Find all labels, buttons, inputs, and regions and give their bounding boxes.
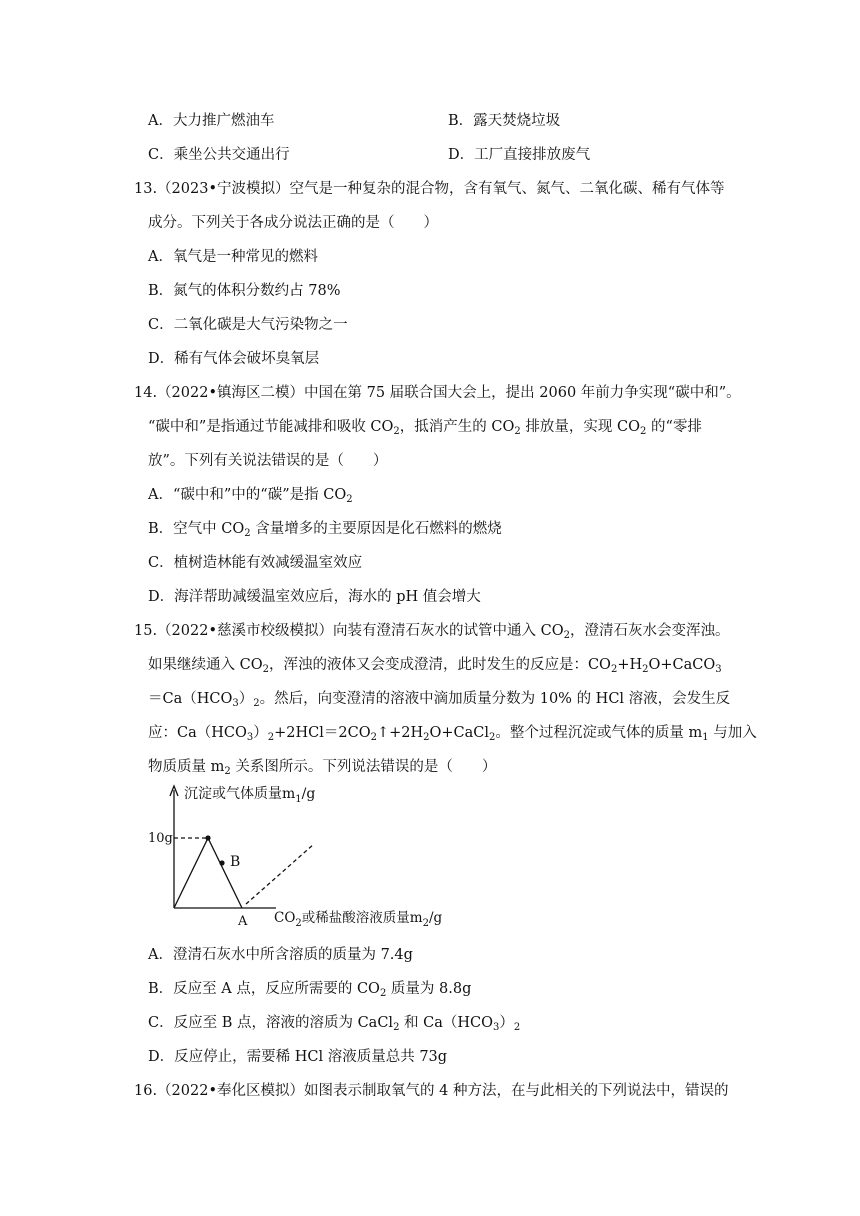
- q14-stem-line2: “碳中和”是指通过节能减排和吸收 $CO_2$，抵消产生的 $CO_2$ 排放量，实现 $CO_2$ 的“零排: [148, 419, 702, 437]
- q12-option-c: C．乘坐公共交通出行: [148, 147, 290, 163]
- q15-option-c: C．反应至 B 点，溶液的溶质为 CaCl$_2$ 和 $Ca(HCO_3)_2$: [148, 1015, 521, 1033]
- point-a-label: A: [238, 914, 248, 929]
- q14-option-a: A．“碳中和”中的“碳”是指 $CO_2$: [148, 487, 353, 505]
- q14-stem-line1: 14.（2022•镇海区二模）中国在第 75 届联合国大会上，提出 2060 年前力争实现“碳中和”。: [134, 385, 741, 401]
- q15-option-b: B．反应至 A 点，反应所需要的 $CO_2$ 质量为 8.8g: [148, 981, 472, 999]
- point-b-marker: [219, 860, 224, 865]
- q16-stem-line1: 16.（2022•奉化区模拟）如图表示制取氧气的 4 种方法，在与此相关的下列说法中，错误的: [134, 1083, 729, 1099]
- gas-dashed-line: [246, 844, 314, 904]
- q13-stem-line2: 成分。下列关于各成分说法正确的是（ ）: [148, 215, 438, 231]
- q15-stem-line5: 物质质量 $m_2$ 关系图所示。下列说法错误的是（ ）: [148, 759, 497, 777]
- q13-option-c: C．二氧化碳是大气污染物之一: [148, 317, 348, 333]
- q14-option-c: C．植树造林能有效减缓温室效应: [148, 555, 363, 571]
- y-axis-label: 沉淀或气体质量$m_1/g$: [184, 786, 316, 805]
- peak-point: [205, 835, 210, 840]
- point-b-label: B: [230, 854, 241, 870]
- q12-option-a: A．大力推广燃油车: [148, 113, 275, 129]
- q12-option-b: B．露天焚烧垃圾: [448, 113, 561, 129]
- q15-stem-line3: $=Ca(HCO_3)_2$。然后，向变澄清的溶液中滴加质量分数为 10% 的 HCl 溶液，会发生反: [148, 691, 731, 709]
- q14-option-d: D．海洋帮助减缓温室效应后，海水的 pH 值会增大: [148, 589, 481, 605]
- q15-option-a: A．澄清石灰水中所含溶质的质量为 7.4g: [148, 947, 413, 963]
- q13-option-a: A．氧气是一种常见的燃料: [148, 249, 318, 265]
- q15-option-d: D．反应停止，需要稀 HCl 溶液质量总共 73g: [148, 1049, 448, 1065]
- curve-line: [174, 838, 242, 908]
- q15-stem-line4: 应：$Ca(HCO_3)_2+2HCl=2CO_2↑+2H_2O+CaCl_2$。整个过程沉淀或气体的质量 $m_1$ 与加入: [148, 725, 757, 743]
- q12-option-d: D．工厂直接排放废气: [448, 147, 591, 163]
- q14-stem-line3: 放”。下列有关说法错误的是（ ）: [148, 453, 388, 469]
- q13-option-b: B．氮气的体积分数约占 78%: [148, 283, 341, 299]
- x-axis-label: $CO_2$或稀盐酸溶液质量$m_2/g$: [274, 910, 443, 929]
- q13-option-d: D．稀有气体会破坏臭氧层: [148, 351, 320, 367]
- y-tick-10g: 10g: [148, 831, 173, 846]
- q13-stem-line1: 13.（2023•宁波模拟）空气是一种复杂的混合物，含有氧气、氮气、二氧化碳、稀有气体等: [134, 181, 725, 197]
- q15-stem-line2: 如果继续通入 $CO_2$，浑浊的液体又会变成澄清，此时发生的反应是：$CO_2+H_2O+CaCO_3$: [148, 657, 722, 675]
- q15-stem-line1: 15.（2022•慈溪市校级模拟）向装有澄清石灰水的试管中通入 $CO_2$，澄清石灰水会变浑浊。: [134, 623, 730, 641]
- q15-figure: [148, 780, 460, 929]
- q14-option-b: B．空气中 $CO_2$ 含量增多的主要原因是化石燃料的燃烧: [148, 521, 502, 539]
